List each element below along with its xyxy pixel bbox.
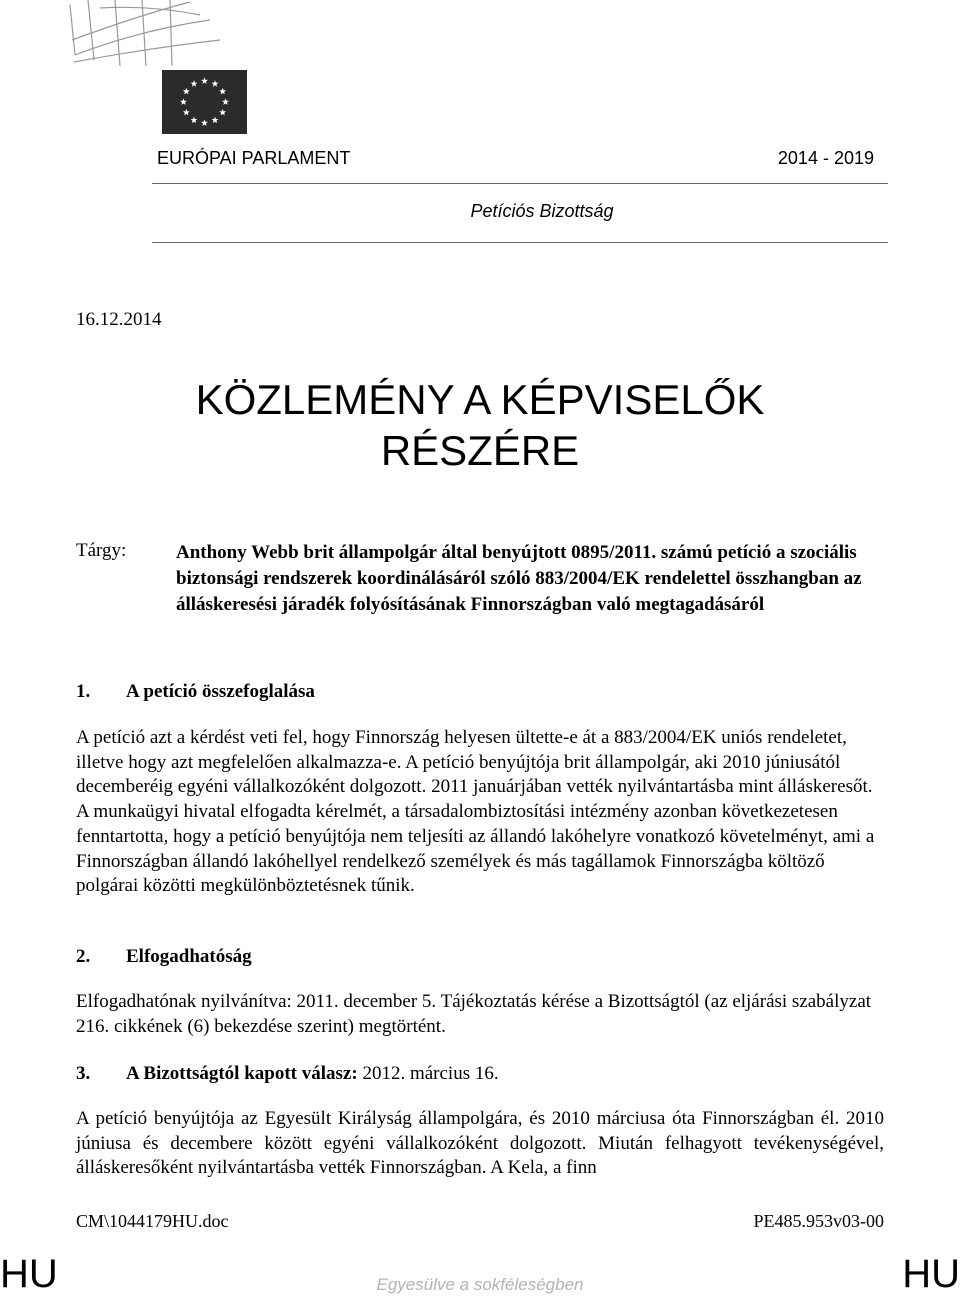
section-1-heading	[76, 680, 884, 704]
section-title: A petíció összefoglalása	[126, 681, 315, 702]
section-date: 2012. március 16.	[357, 1063, 499, 1084]
pe-reference: PE485.953v03-00	[753, 1211, 884, 1231]
organization-name: EURÓPAI PARLAMENT	[157, 148, 351, 168]
document-title	[0, 374, 960, 476]
section-2-heading	[76, 945, 884, 969]
european-parliament-logo-icon	[60, 0, 260, 140]
language-code-right: HU	[902, 1252, 960, 1296]
eu-motto: Egyesülve a sokféleségben	[376, 1275, 584, 1294]
header-divider	[152, 183, 888, 184]
section-2-paragraph: Elfogadhatónak nyilvánítva: 2011. december 5. Tájékoztatás kérése a Bizottságtól (az eljárási szabályzat 216. cikkének (6) bekezdése szerint) megtörtént.	[76, 991, 872, 1037]
title-line-1: KÖZLEMÉNY A KÉPVISELŐK	[195, 376, 765, 423]
document-reference: CM\1044179HU.doc	[76, 1211, 229, 1231]
section-title: Elfogadhatóság	[126, 946, 252, 967]
committee-name: Petíciós Bizottság	[470, 201, 614, 221]
subject-text: Anthony Webb brit állampolgár által benyújtott 0895/2011. számú petíció a szociális biztonsági rendszerek koordinálásáról szóló 883/2004/EK rendelettel összhangban az álláskeresési járadék folyósításának Finnországban való megtagadásáról	[176, 542, 862, 615]
section-1-paragraph: A petíció azt a kérdést veti fel, hogy Finnország helyesen ültette-e át a 883/2004/EK uniós rendeletet, illetve hogy azt megfelelően alkalmazza-e. A petíció benyújtója brit állampolgár, aki 2010 júniusától decemberéig egyéni vállalkozóként dolgozott. 2011 januárjában vették nyilvántartásba mint álláskeresőt. A munkaügyi hivatal elfogadta kérelmét, a társadalombiztosítási intézmény azonban következetesen fenntartotta, hogy a petíció benyújtója nem teljesíti az állandó lakóhelyre vonatkozó követelményt, ami a Finnországban állandó lakóhellyel rendelkező személyek és más tagállamok Finnországba költöző polgárai közötti megkülönböztetésnek tűnik.	[76, 727, 875, 897]
section-3-heading	[76, 1062, 884, 1086]
language-code-left: HU	[0, 1252, 58, 1296]
section-number: 1.	[76, 681, 91, 702]
document-date: 16.12.2014	[76, 309, 162, 330]
section-number: 3.	[76, 1063, 91, 1084]
subject-label: Tárgy:	[76, 540, 127, 561]
section-title: A Bizottságtól kapott válasz:	[126, 1063, 358, 1084]
parliamentary-term: 2014 - 2019	[777, 148, 874, 168]
section-3-paragraph: A petíció benyújtója az Egyesült Királyság állampolgára, és 2010 márciusa óta Finnországban él. 2010 júniusa és decembere között egyéni vállalkozóként dolgozott. Miután felhagyott tevékenységével, álláskeresőként nyilvántartásba vették Finnországban. A Kela, a finn	[76, 1108, 884, 1179]
title-line-2: RÉSZÉRE	[380, 427, 580, 474]
committee-divider	[152, 242, 888, 243]
section-number: 2.	[76, 946, 91, 967]
